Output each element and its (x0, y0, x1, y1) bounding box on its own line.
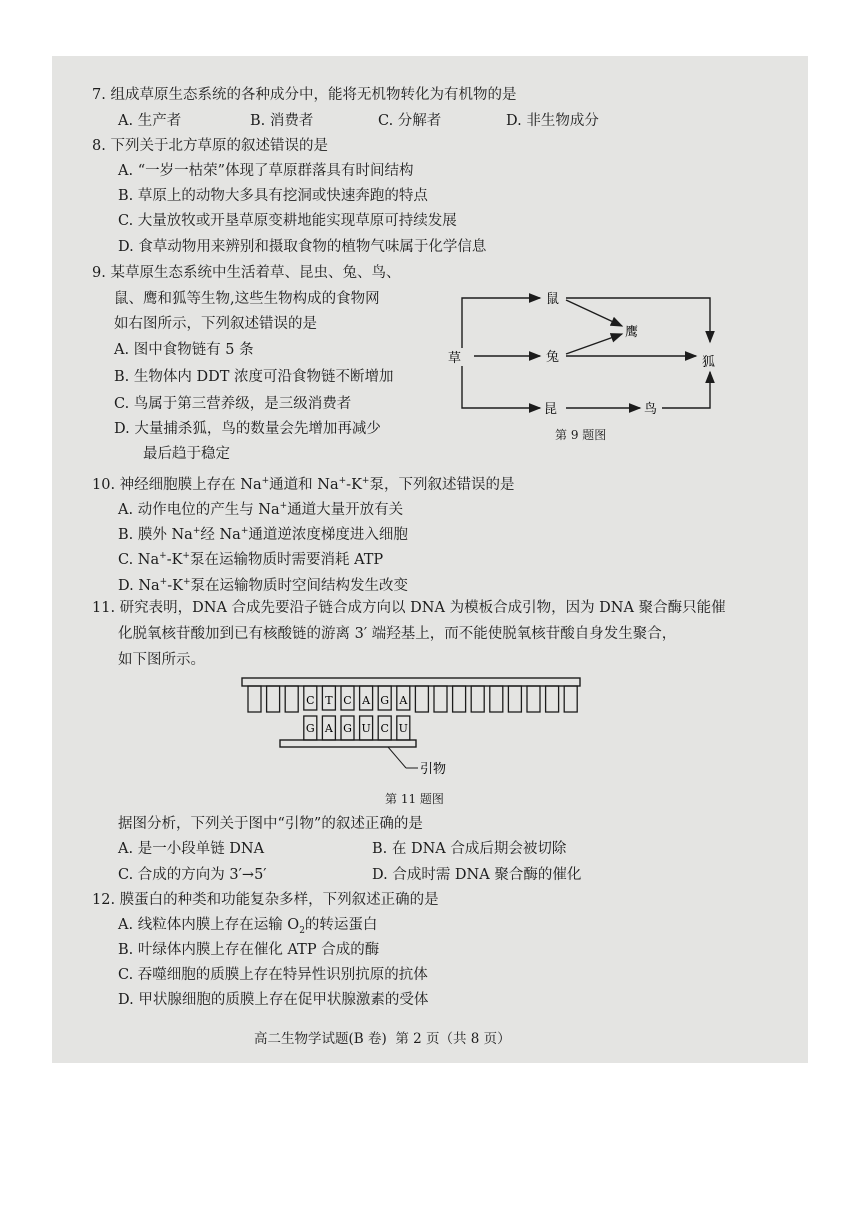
q9-option-c: C. 鸟属于第三营养级，是三级消费者 (114, 396, 352, 412)
q8-stem: 8. 下列关于北方草原的叙述错误的是 (92, 138, 328, 154)
template-base: A (362, 694, 371, 707)
q7-stem: 7. 组成草原生态系统的各种成分中，能将无机物转化为有机物的是 (92, 87, 517, 103)
template-base: T (325, 694, 333, 707)
q10-a-pre: A. 动作电位的产生与 Na (118, 501, 280, 518)
primer-base: G (305, 722, 315, 735)
template-tooth (546, 686, 559, 712)
q7-option-c: C. 分解者 (378, 113, 442, 129)
arrow-mouse-hawk (566, 300, 622, 326)
q11-option-a: A. 是一小段单链 DNA (118, 841, 265, 857)
template-tooth (564, 686, 577, 712)
q10-option-a (118, 497, 403, 519)
q10-option-c (118, 547, 383, 569)
q10-b-pre: B. 膜外 Na (118, 526, 193, 543)
primer-base: C (380, 722, 389, 735)
superscript: + (182, 577, 191, 587)
template-tooth (490, 686, 503, 712)
q12-stem: 12. 膜蛋白的种类和功能复杂多样，下列叙述正确的是 (92, 892, 439, 908)
dna-primer-svg (238, 678, 588, 778)
arrow-grass-mouse (462, 298, 540, 348)
q8-option-c: C. 大量放牧或开垦草原变耕地能实现草原可持续发展 (118, 213, 457, 229)
q7-option-b: B. 消费者 (250, 113, 314, 129)
q10-d-pre: D. Na (118, 577, 160, 594)
q10-c-pre: C. Na (118, 551, 160, 568)
dna-primer-diagram (238, 678, 588, 778)
primer-teeth (304, 716, 410, 740)
q10-option-b (118, 522, 408, 544)
arrow-grass-insect (462, 366, 540, 408)
node-rabbit: 兔 (546, 350, 560, 365)
q10-stem (92, 472, 514, 494)
q9-figure-caption: 第 9 题图 (555, 428, 607, 442)
template-tooth (285, 686, 298, 712)
food-web-svg (440, 280, 730, 430)
template-base: G (380, 694, 390, 707)
superscript: + (261, 476, 270, 486)
q11-stem-line-2: 化脱氧核苷酸加到已有核酸链的游离 3′ 端羟基上，而不能使脱氧核苷酸自身发生聚合， (118, 626, 677, 642)
primer-label: 引物 (420, 762, 447, 777)
q12-a-pre: A. 线粒体内膜上存在运输 O (118, 917, 300, 933)
template-tooth (267, 686, 280, 712)
q9-stem-line-1: 9. 某草原生态系统中生活着草、昆虫、兔、鸟、 (92, 265, 401, 281)
q11-stem-line-3: 如下图所示。 (118, 652, 205, 668)
node-hawk: 鹰 (625, 325, 639, 340)
q10-c-post: 泵在运输物质时需要消耗 ATP (189, 551, 384, 568)
template-base: C (306, 694, 315, 707)
q10-d-post: 泵在运输物质时空间结构发生改变 (190, 577, 408, 594)
page-footer: 高二生物学试题(B 卷) 第 2 页（共 8 页） (254, 1031, 511, 1047)
q10-stem-mid1: 通道和 Na (269, 476, 339, 493)
template-tooth (508, 686, 521, 712)
arrow-bird-fox (662, 372, 710, 408)
template-tooth (248, 686, 261, 712)
primer-strand (280, 740, 416, 747)
superscript: + (240, 526, 249, 536)
template-base: A (399, 694, 408, 707)
superscript: + (361, 476, 370, 486)
q8-option-b: B. 草原上的动物大多具有挖洞或快速奔跑的特点 (118, 188, 428, 204)
q11-question: 据图分析，下列关于图中“引物”的叙述正确的是 (118, 816, 423, 832)
q10-stem-mid2: -K (346, 476, 362, 493)
q8-option-d: D. 食草动物用来辨别和摄取食物的植物气味属于化学信息 (118, 239, 487, 255)
q11-option-c: C. 合成的方向为 3′→5′ (118, 867, 267, 883)
q8-option-a: A. “一岁一枯荣”体现了草原群落具有时间结构 (118, 163, 414, 179)
q12-a-post: 的转运蛋白 (304, 917, 378, 933)
superscript: + (192, 526, 201, 536)
primer-base: A (324, 722, 333, 735)
primer-base: U (398, 722, 408, 735)
primer-base: U (361, 722, 371, 735)
primer-label-line (388, 747, 406, 768)
q11-option-b: B. 在 DNA 合成后期会被切除 (372, 841, 567, 857)
template-tooth (415, 686, 428, 712)
q10-stem-pre: 10. 神经细胞膜上存在 Na (92, 476, 262, 493)
superscript: + (159, 577, 168, 587)
q11-option-d: D. 合成时需 DNA 聚合酶的催化 (372, 867, 582, 883)
q10-b-post: 通道逆浓度梯度进入细胞 (248, 526, 408, 543)
q12-option-a (118, 916, 377, 940)
template-strand (242, 678, 580, 686)
q12-option-d: D. 甲状腺细胞的质膜上存在促甲状腺激素的受体 (118, 992, 429, 1008)
template-tooth (453, 686, 466, 712)
q11-figure-caption: 第 11 题图 (385, 792, 444, 806)
q9-option-a: A. 图中食物链有 5 条 (114, 342, 254, 358)
q10-b-mid: 经 Na (200, 526, 241, 543)
superscript: + (279, 501, 288, 511)
superscript: + (338, 476, 347, 486)
subscript: 2 (299, 925, 305, 936)
template-base: C (343, 694, 352, 707)
q11-stem-line-1: 11. 研究表明，DNA 合成先要沿子链合成方向以 DNA 为模板合成引物，因为 DNA 聚合酶只能催 (92, 600, 726, 616)
node-insect: 昆 (544, 402, 558, 417)
template-tooth (527, 686, 540, 712)
q9-stem-line-3: 如右图所示，下列叙述错误的是 (114, 316, 317, 332)
q7-option-d: D. 非生物成分 (506, 113, 599, 129)
template-tooth (434, 686, 447, 712)
q9-stem-line-2: 鼠、鹰和狐等生物,这些生物构成的食物网 (114, 291, 380, 307)
template-teeth (248, 686, 577, 712)
q10-d-mid: -K (167, 577, 183, 594)
food-web-diagram (440, 280, 730, 430)
q12-option-c: C. 吞噬细胞的质膜上存在特异性识别抗原的抗体 (118, 967, 428, 983)
q12-option-b: B. 叶绿体内膜上存在催化 ATP 合成的酶 (118, 942, 380, 958)
superscript: + (159, 551, 167, 561)
node-mouse: 鼠 (546, 292, 560, 307)
q7-option-a: A. 生产者 (118, 113, 182, 129)
q10-a-post: 通道大量开放有关 (287, 501, 404, 518)
q9-option-b: B. 生物体内 DDT 浓度可沿食物链不断增加 (114, 369, 394, 385)
superscript: + (182, 551, 190, 561)
q9-option-d: D. 大量捕杀狐，鸟的数量会先增加再减少 (114, 421, 381, 437)
node-bird: 鸟 (644, 402, 658, 417)
q9-option-d-continued: 最后趋于稳定 (143, 446, 230, 462)
node-grass: 草 (448, 351, 462, 366)
template-tooth (471, 686, 484, 712)
q10-option-d (118, 573, 408, 595)
q10-stem-post: 泵，下列叙述错误的是 (369, 476, 515, 493)
q10-c-mid: -K (166, 551, 183, 568)
arrow-rabbit-hawk (566, 334, 622, 354)
primer-base: G (343, 722, 352, 735)
node-fox: 狐 (702, 355, 716, 370)
